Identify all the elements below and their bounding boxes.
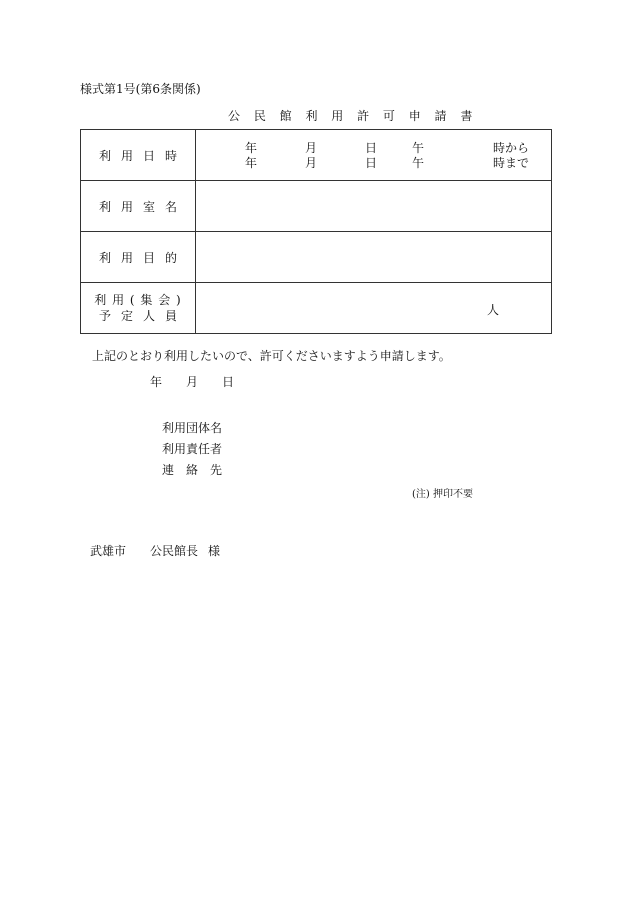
attendees-label: 利 用 ( 集 会 ) 予 定 人 員 xyxy=(81,283,196,334)
addressee-office: 公民館長 xyxy=(150,544,199,558)
attendees-unit: 人 xyxy=(487,303,500,317)
room-name-label: 利 用 室 名 xyxy=(81,181,196,232)
seal-not-required-note: (注) 押印不要 xyxy=(412,489,473,500)
addressee-city: 武雄市 xyxy=(90,544,127,558)
room-name-field[interactable] xyxy=(196,181,552,232)
table-row xyxy=(81,232,552,283)
date-month[interactable]: 月 xyxy=(186,375,199,389)
usage-time-label: 利 用 日 時 xyxy=(81,130,196,181)
form-number: 様式第1号(第6条関係) xyxy=(80,82,201,96)
table-row xyxy=(81,130,552,181)
addressee-honorific: 様 xyxy=(208,544,221,558)
date-year[interactable]: 年 xyxy=(150,375,163,389)
application-table xyxy=(80,129,552,334)
table-row xyxy=(81,181,552,232)
attendees-field[interactable] xyxy=(196,283,552,334)
group-name-label: 利用団体名 xyxy=(162,421,223,435)
contact-label: 連 絡 先 xyxy=(162,463,223,477)
responsible-person-label: 利用責任者 xyxy=(162,442,223,456)
table-row xyxy=(81,283,552,334)
usage-time-field[interactable] xyxy=(196,130,552,181)
usage-end-line: 年 月 日 午 時まで xyxy=(245,156,530,170)
purpose-field[interactable] xyxy=(196,232,552,283)
purpose-label: 利 用 目 的 xyxy=(81,232,196,283)
usage-start-line: 年 月 日 午 時から xyxy=(245,141,530,155)
date-day[interactable]: 日 xyxy=(222,375,235,389)
document-title: 公 民 館 利 用 許 可 申 請 書 xyxy=(228,109,478,123)
request-statement: 上記のとおり利用したいので、許可くださいますよう申請します。 xyxy=(92,349,451,363)
addressee xyxy=(90,542,220,559)
